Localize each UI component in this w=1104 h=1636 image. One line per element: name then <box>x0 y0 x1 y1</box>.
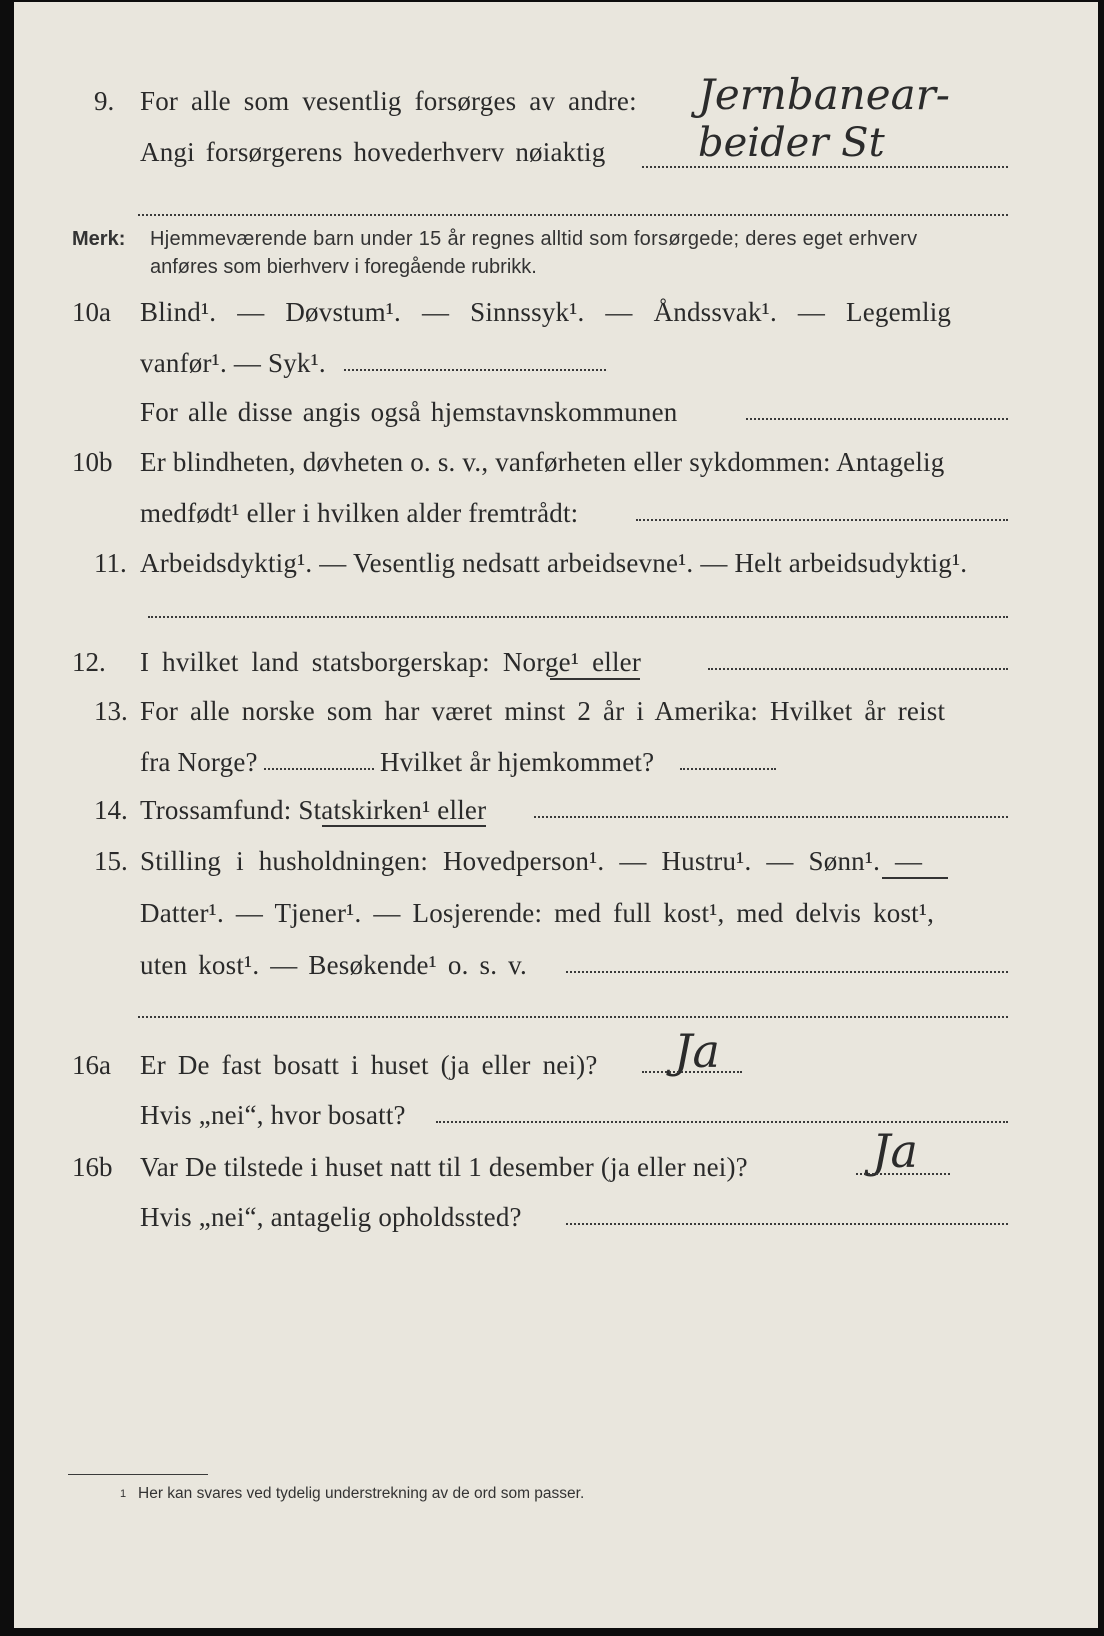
q10b-line1: Er blindheten, døvheten o. s. v., vanførheten eller sykdommen: Antagelig <box>140 447 945 477</box>
q12-line1: I hvilket land statsborgerskap: Norge¹ eller <box>140 647 642 677</box>
q10a-number: 10a <box>72 297 111 327</box>
merk-label: Merk: <box>72 228 126 250</box>
q15-number: 15. <box>94 846 128 876</box>
merk-line1: Hjemmeværende barn under 15 år regnes alltid som forsørgede; deres eget erhverv <box>150 228 918 250</box>
footnote-rule <box>68 1474 208 1475</box>
q14-other-faith-line <box>534 816 1008 818</box>
q16b-number: 16b <box>72 1152 113 1182</box>
q15-sonn-underline <box>882 877 948 879</box>
q15-line3: uten kost¹. — Besøkende¹ o. s. v. <box>140 950 528 980</box>
q9-handwritten-answer-line1: Jernbanear- <box>698 70 950 119</box>
q16b-line1: Var De tilstede i huset natt til 1 desember (ja eller nei)? <box>140 1152 748 1182</box>
q16a-number: 16a <box>72 1050 111 1080</box>
q10b-age-line <box>636 519 1008 521</box>
q15-line1: Stilling i husholdningen: Hovedperson¹. — Hustru¹. — Sønn¹. — <box>140 846 923 876</box>
q16b-whereabouts-line <box>566 1223 1008 1225</box>
q10a-home-municipality-line <box>746 418 1008 420</box>
q9-extra-line <box>138 214 1008 216</box>
q10b-line2: medfødt¹ eller i hvilken alder fremtrådt: <box>140 498 579 528</box>
q15-answer-line <box>566 971 1008 973</box>
footnote-text: Her kan svares ved tydelig understrekning av de ord som passer. <box>138 1485 585 1502</box>
q13-number: 13. <box>94 696 128 726</box>
q13-year-returned-line <box>680 768 776 770</box>
q11-extra-line <box>148 616 1008 618</box>
q12-number: 12. <box>72 647 106 677</box>
q14-number: 14. <box>94 795 128 825</box>
q13-line2a: fra Norge? <box>140 747 258 777</box>
q16a-residence-line <box>436 1121 1008 1123</box>
q15-extra-line <box>138 1016 1008 1018</box>
q16a-line2: Hvis „nei“, hvor bosatt? <box>140 1100 406 1130</box>
q10a-line3: For alle disse angis også hjemstavnskommunen <box>140 397 678 427</box>
q11-line1: Arbeidsdyktig¹. — Vesentlig nedsatt arbeidsevne¹. — Helt arbeidsudyktig¹. <box>140 548 968 578</box>
q13-line1: For alle norske som har været minst 2 år i Amerika: Hvilket år reist <box>140 696 946 726</box>
q16a-line1: Er De fast bosatt i huset (ja eller nei)? <box>140 1050 598 1080</box>
census-form-page <box>14 2 1098 1628</box>
q12-other-country-line <box>708 668 1008 670</box>
q9-handwritten-answer-line2: beider St <box>698 120 885 166</box>
q11-number: 11. <box>94 548 127 578</box>
q16a-handwritten-answer: Ja <box>674 1024 720 1078</box>
q14-statskirken-underline <box>322 825 486 827</box>
q10a-line2: vanfør¹. — Syk¹. <box>140 348 326 378</box>
q16b-line2: Hvis „nei“, antagelig opholdssted? <box>140 1202 522 1232</box>
q10a-sick-line <box>344 369 606 371</box>
footnote-mark: 1 <box>120 1488 127 1500</box>
q14-line1: Trossamfund: Statskirken¹ eller <box>140 795 487 825</box>
q9-answer-line <box>642 166 1008 168</box>
q16b-handwritten-answer: Ja <box>872 1124 918 1178</box>
q10a-line1: Blind¹. — Døvstum¹. — Sinnssyk¹. — Åndssvak¹. — Legemlig <box>140 297 952 327</box>
q13-year-left-line <box>264 768 374 770</box>
q9-number: 9. <box>94 86 115 116</box>
q16b-answer-line <box>856 1173 950 1175</box>
q15-line2: Datter¹. — Tjener¹. — Losjerende: med full kost¹, med delvis kost¹, <box>140 898 935 928</box>
merk-line2: anføres som bierhverv i foregående rubrikk. <box>150 256 537 278</box>
q12-norge-underline <box>550 678 640 680</box>
q10b-number: 10b <box>72 447 113 477</box>
q9-line2: Angi forsørgerens hovederhverv nøiaktig <box>140 137 606 167</box>
q13-line2b: Hvilket år hjemkommet? <box>380 747 655 777</box>
q16a-answer-line <box>642 1071 742 1073</box>
q9-line1: For alle som vesentlig forsørges av andre: <box>140 86 637 116</box>
